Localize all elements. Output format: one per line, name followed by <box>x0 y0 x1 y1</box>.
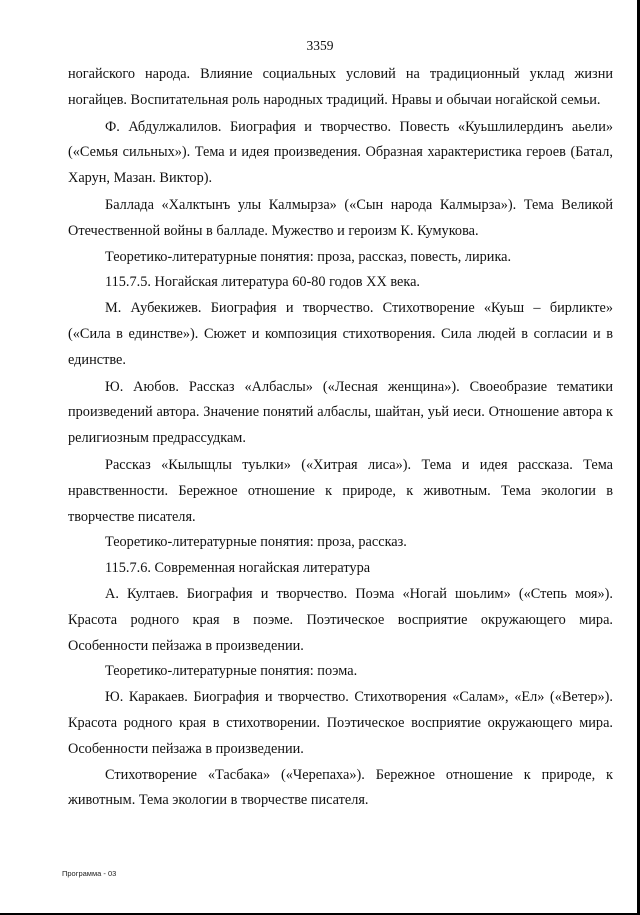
document-body <box>68 62 613 814</box>
paragraph: М. Аубекижев. Биография и творчество. Стихотворение «Куьш – бирликте» («Сила в единстве»). Сюжет и композиция стихотворения. Сила людей в согласии и в единстве. <box>68 300 613 368</box>
paragraph: Теоретико-литературные понятия: проза, рассказ, повесть, лирика. <box>105 248 512 265</box>
paragraph: Баллада «Халктынъ улы Калмырза» («Сын народа Калмырза»). Тема Великой Отечественной войны в балладе. Мужество и героизм К. Кумукова. <box>68 196 613 239</box>
section-heading: 115.7.5. Ногайская литература 60-80 годов XX века. <box>105 274 420 291</box>
paragraph: Теоретико-литературные понятия: поэма. <box>105 663 358 680</box>
paragraph: А. Култаев. Биография и творчество. Поэма «Ногай шоьлим» («Степь моя»). Красота родного края в поэме. Поэтическое восприятие окружающего мира. Особенности пейзажа в произведении. <box>68 585 613 654</box>
paragraph: Ф. Абдулжалилов. Биография и творчество. Повесть «Куьшлилердинъ аьели» («Семья сильных»). Тема и идея произведения. Образная характеристика героев (Батал, Харун, Мазан. Виктор). <box>68 118 613 187</box>
paragraph: Ю. Каракаев. Биография и творчество. Стихотворения «Салам», «Ел» («Ветер»). Красота родного края в стихотворении. Поэтическое восприятие окружающего мира. Особенности пейзажа в произведении. <box>68 689 613 757</box>
paragraph: Рассказ «Кылыщлы туьлки» («Хитрая лиса»). Тема и идея рассказа. Тема нравственности. Бережное отношение к природе, к животным. Тема экологии в творчестве писателя. <box>68 456 613 525</box>
paragraph: Теоретико-литературные понятия: проза, рассказ. <box>105 534 407 551</box>
section-heading: 115.7.6. Современная ногайская литература <box>105 560 371 577</box>
paragraph: Ю. Аюбов. Рассказ «Албаслы» («Лесная женщина»). Своеобразие тематики произведений автора. Значение понятий албаслы, шайтан, уьй иеси. Отношение автора к религиозным предрассудкам. <box>68 378 613 447</box>
footer-label: Программа - 03 <box>62 869 117 878</box>
paragraph: ногайского народа. Влияние социальных условий на традиционный уклад жизни ногайцев. Воспитательная роль народных традиций. Нравы и обычаи ногайской семьи. <box>68 66 613 108</box>
page-number: 3359 <box>306 38 334 53</box>
paragraph: Стихотворение «Тасбака» («Черепаха»). Бережное отношение к природе, к животным. Тема экологии в творчестве писателя. <box>68 766 613 809</box>
